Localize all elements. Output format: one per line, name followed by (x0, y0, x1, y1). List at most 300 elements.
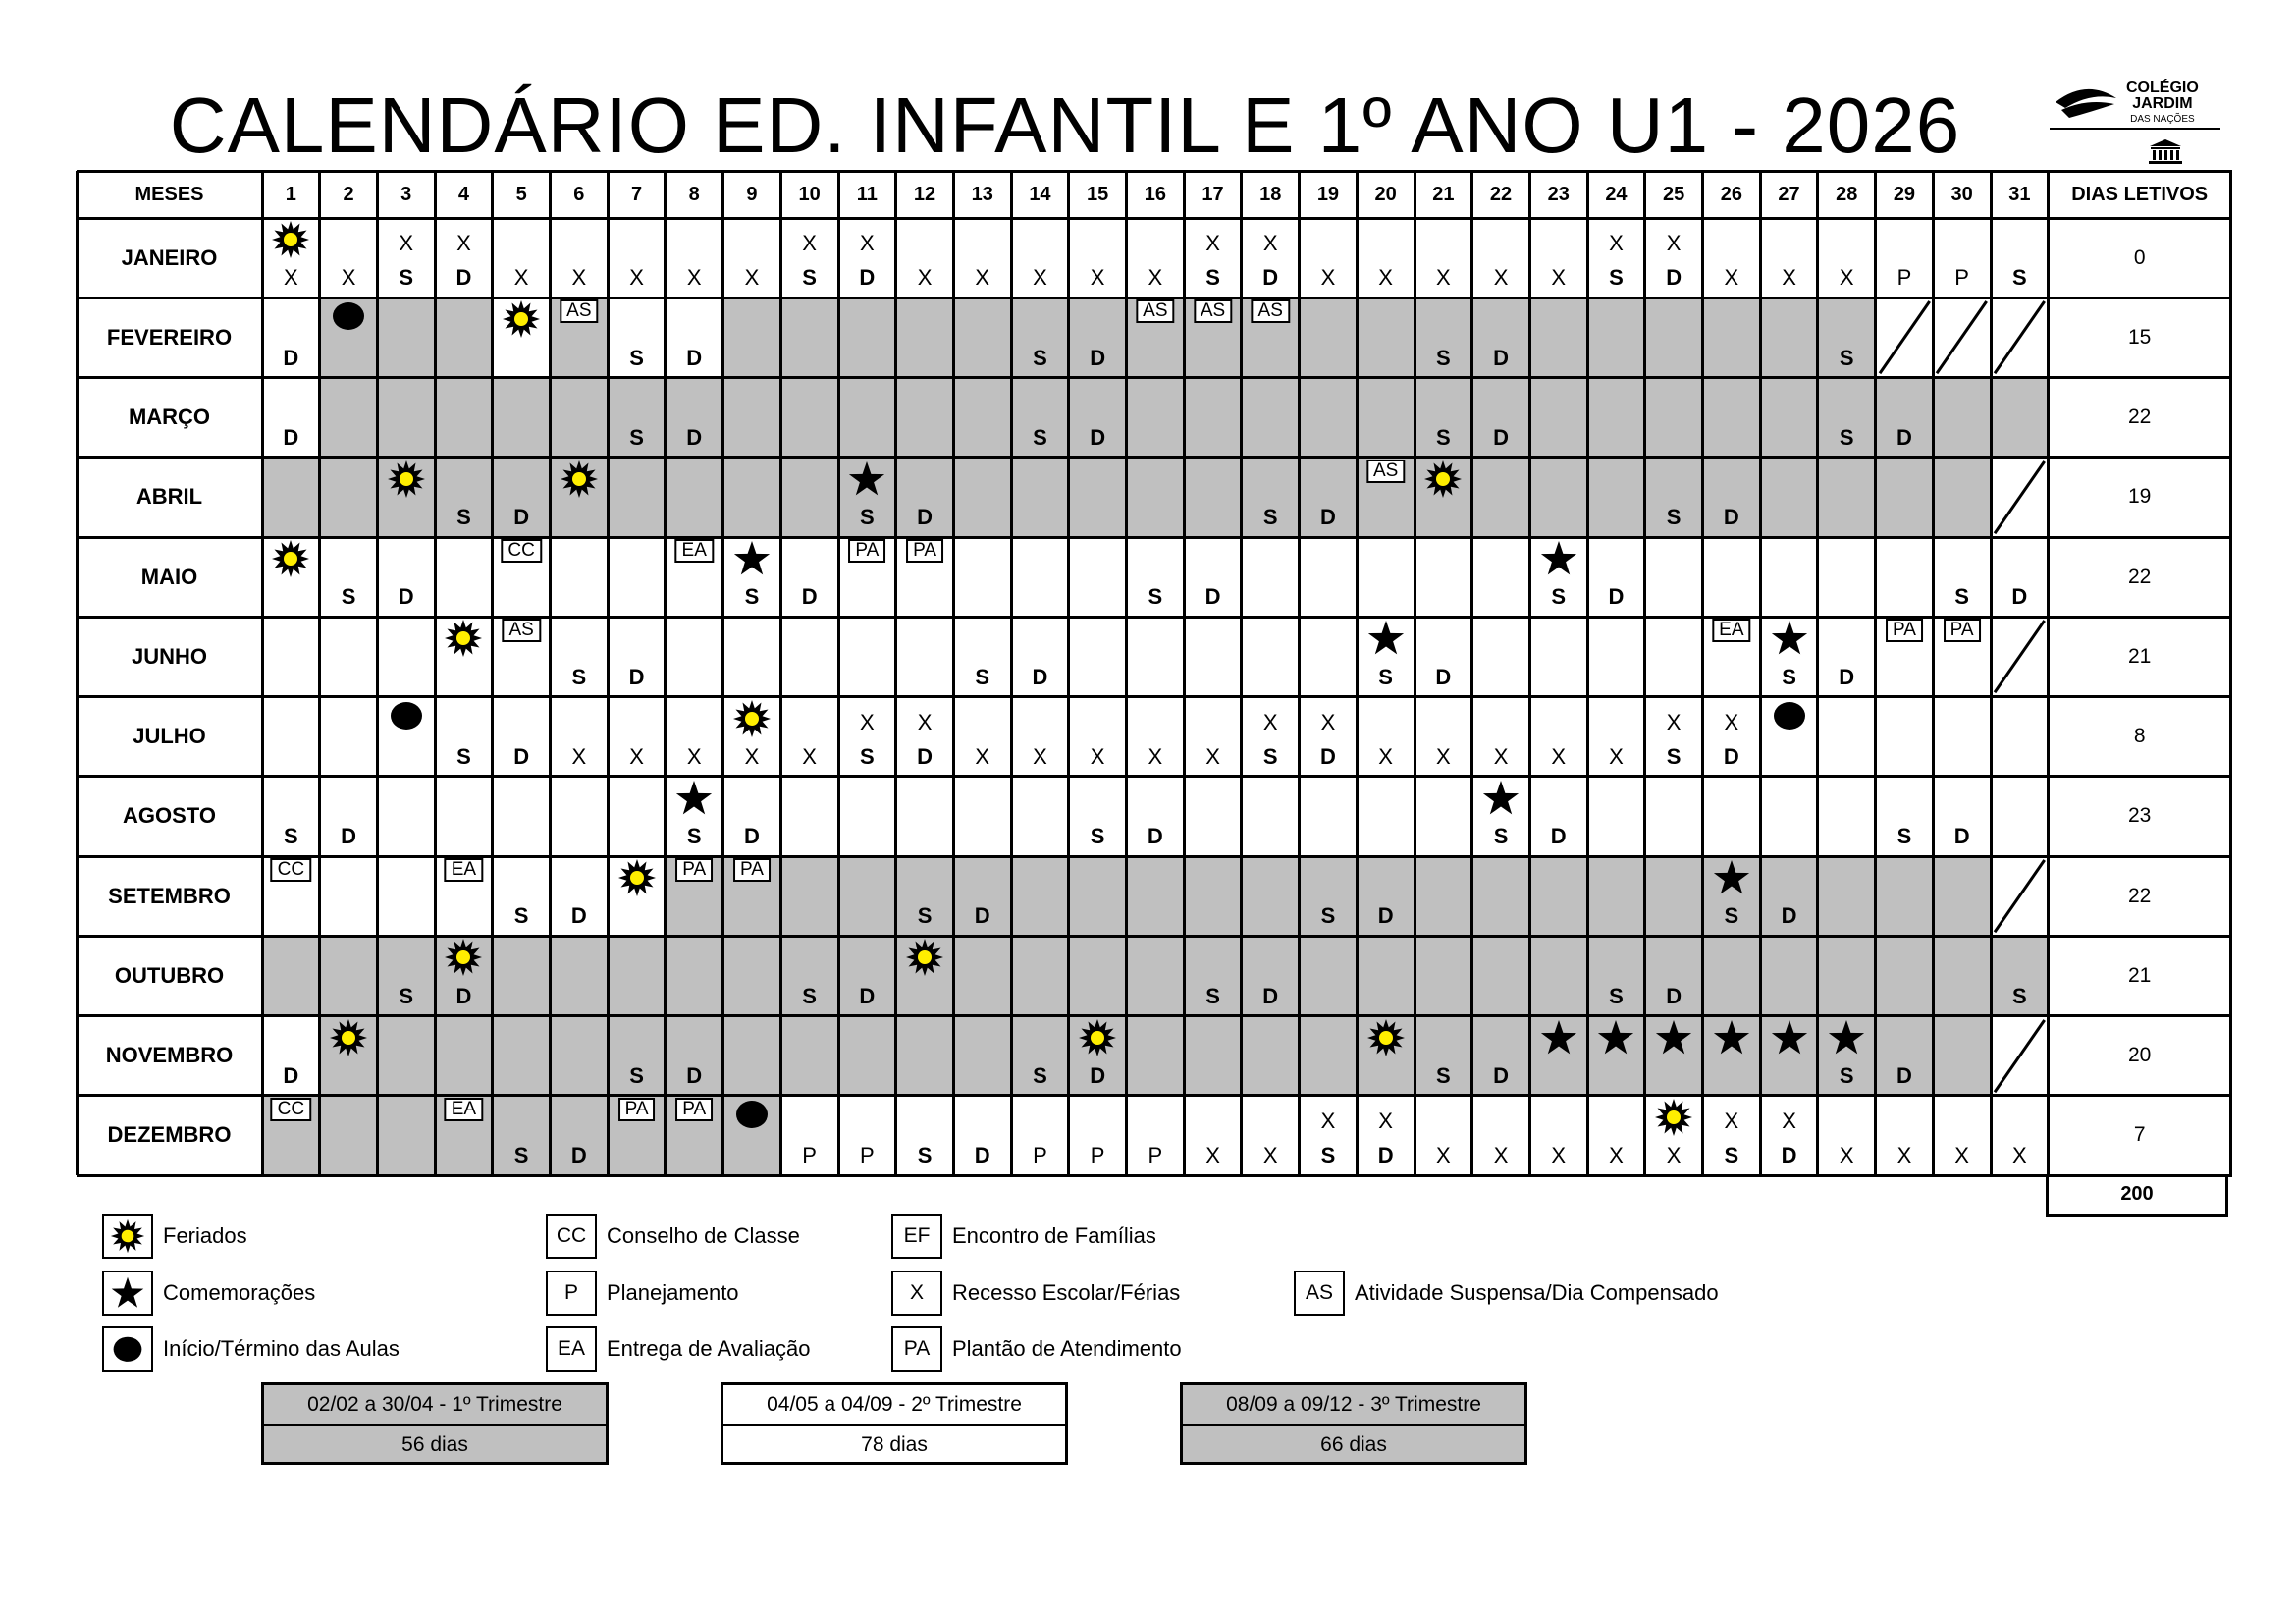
day-cell (1760, 697, 1818, 777)
cell-day-mark: S (2012, 983, 2027, 1008)
circle-icon (329, 299, 368, 338)
cell-day-mark: X (341, 265, 356, 291)
day-cell (1300, 218, 1358, 298)
day-cell (608, 617, 666, 696)
star-icon (1827, 1018, 1866, 1062)
day-cell (1587, 1016, 1645, 1096)
day-cell (551, 458, 609, 537)
day-cell (1760, 298, 1818, 377)
dias-letivos-value: 22 (2128, 406, 2152, 429)
day-cell (1876, 856, 1934, 936)
cell-day-mark: D (398, 584, 414, 610)
cell-day-mark: D (686, 345, 703, 370)
day-cell (780, 777, 838, 856)
day-cell (953, 856, 1011, 936)
cell-top-mark: X (1320, 709, 1336, 734)
grid-line (1816, 171, 1819, 1175)
legend-label: Recesso Escolar/Férias (952, 1280, 1181, 1305)
feriado-icon (560, 460, 599, 504)
day-cell (1876, 617, 1934, 696)
day-cell (723, 936, 781, 1015)
day-cell (1184, 378, 1242, 458)
day-cell (1011, 1016, 1069, 1096)
cell-day-mark: D (1666, 983, 1682, 1008)
day-cell (435, 936, 493, 1015)
header-day: 17 (1201, 183, 1224, 205)
day-cell (1127, 537, 1185, 617)
cell-day-mark: S (1609, 265, 1624, 291)
legend-label: Início/Término das Aulas (163, 1336, 400, 1361)
cell-day-mark: S (802, 983, 817, 1008)
day-cell (1184, 697, 1242, 777)
event-code-box: PA (675, 1098, 713, 1121)
grid-line (1586, 171, 1589, 1175)
day-cell (1703, 378, 1761, 458)
day-cell (1415, 1016, 1472, 1096)
day-cell (1069, 777, 1127, 856)
header-day: 13 (971, 183, 993, 205)
day-cell (1933, 777, 1991, 856)
day-cell (896, 218, 954, 298)
day-cell (551, 697, 609, 777)
day-cell (1818, 218, 1876, 298)
cell-day-mark: D (1377, 903, 1394, 929)
grid-line (1528, 171, 1531, 1175)
day-cell (551, 1096, 609, 1175)
day-cell (435, 378, 493, 458)
feriado-icon (617, 858, 657, 902)
cell-day-mark: S (1724, 1143, 1739, 1167)
day-cell (953, 777, 1011, 856)
cell-day-mark: X (1436, 1143, 1451, 1167)
feriado-icon (732, 699, 772, 743)
day-cell (1242, 298, 1300, 377)
day-cell (1933, 617, 1991, 696)
cell-day-mark: S (686, 824, 702, 848)
event-code-box: EA (445, 858, 483, 882)
day-cell (838, 697, 896, 777)
day-cell (1184, 936, 1242, 1015)
legend-code-box: CC (546, 1214, 597, 1259)
cell-day-mark: D (801, 584, 818, 610)
star-icon (1770, 619, 1809, 663)
cell-day-mark: S (1839, 424, 1854, 450)
cell-day-mark: D (1781, 903, 1797, 929)
day-cell (1703, 458, 1761, 537)
day-cell (1357, 218, 1415, 298)
header-day: 30 (1950, 183, 1973, 205)
day-cell (608, 298, 666, 377)
day-cell (1991, 856, 2049, 936)
day-cell (1818, 777, 1876, 856)
header-day: 26 (1720, 183, 1742, 205)
grid-line (607, 171, 610, 1175)
day-cell (1703, 856, 1761, 936)
day-cell (896, 936, 954, 1015)
cell-day-mark: X (917, 265, 933, 291)
day-cell (1703, 697, 1761, 777)
month-name: SETEMBRO (108, 883, 231, 908)
cell-day-mark: X (1839, 1143, 1854, 1167)
feriado-icon (905, 938, 944, 982)
day-cell (666, 1096, 723, 1175)
cell-top-mark: X (1782, 1108, 1796, 1133)
day-cell (1300, 378, 1358, 458)
day-cell (1587, 1096, 1645, 1175)
day-cell (1876, 936, 1934, 1015)
day-cell (1415, 458, 1472, 537)
day-cell (1991, 1096, 2049, 1175)
grid-line (779, 171, 782, 1175)
cell-day-mark: P (860, 1143, 875, 1167)
feriado-icon (271, 220, 310, 264)
day-cell (1703, 1016, 1761, 1096)
day-cell (377, 458, 435, 537)
cell-day-mark: D (1147, 824, 1163, 848)
day-cell (1587, 617, 1645, 696)
logo-underline (2050, 128, 2220, 130)
cell-day-mark: P (1033, 1143, 1047, 1167)
day-cell (320, 378, 378, 458)
day-cell (1472, 298, 1530, 377)
legend-label: Conselho de Classe (607, 1223, 800, 1248)
legend-label: Comemorações (163, 1280, 316, 1305)
day-cell (1300, 777, 1358, 856)
cell-day-mark: P (1148, 1143, 1163, 1167)
cell-day-mark: D (1666, 265, 1682, 291)
trimester-box (1180, 1382, 1527, 1465)
star-icon (1366, 619, 1406, 663)
grid-line (77, 297, 2232, 299)
day-cell (1415, 936, 1472, 1015)
cell-day-mark: S (571, 664, 587, 689)
day-cell (1760, 378, 1818, 458)
cell-day-mark: X (1320, 265, 1336, 291)
day-cell (1069, 378, 1127, 458)
day-cell (1415, 856, 1472, 936)
header-day: 24 (1605, 183, 1628, 205)
day-cell (1876, 537, 1934, 617)
month-name: AGOSTO (123, 803, 216, 829)
day-cell (1300, 617, 1358, 696)
feriado-icon (444, 619, 483, 663)
day-cell (1818, 537, 1876, 617)
cell-day-mark: X (1205, 1143, 1220, 1167)
day-cell (493, 617, 551, 696)
day-cell (838, 777, 896, 856)
day-cell (1415, 298, 1472, 377)
cell-top-mark: X (1609, 231, 1624, 255)
day-cell (1472, 458, 1530, 537)
day-cell (493, 777, 551, 856)
day-cell (838, 856, 896, 936)
day-cell (1703, 218, 1761, 298)
day-cell (1242, 617, 1300, 696)
grid-line (77, 456, 2232, 459)
circle-icon (387, 699, 426, 737)
day-cell (1011, 458, 1069, 537)
legend-label: Planejamento (607, 1280, 739, 1305)
cell-day-mark: X (1609, 743, 1624, 769)
cell-day-mark: S (1148, 584, 1163, 610)
cell-day-mark: D (570, 1143, 587, 1167)
grid-line (77, 536, 2232, 539)
day-cell (377, 218, 435, 298)
day-cell (262, 1016, 320, 1096)
day-cell (1472, 697, 1530, 777)
trimester-period: 02/02 a 30/04 - 1º Trimestre (264, 1385, 606, 1426)
day-cell (1415, 617, 1472, 696)
day-cell (1472, 617, 1530, 696)
dias-letivos-value: 20 (2128, 1044, 2152, 1067)
star-icon (732, 539, 772, 583)
cell-day-mark: P (1954, 265, 1969, 291)
day-cell (1818, 617, 1876, 696)
cell-day-mark: D (859, 983, 876, 1008)
header-dias-letivos: DIAS LETIVOS (2071, 183, 2209, 205)
grid-line (1414, 171, 1416, 1175)
cell-day-mark: S (1782, 664, 1796, 689)
header-day: 7 (630, 183, 643, 205)
feriado-icon (1366, 1018, 1406, 1062)
cell-day-mark: X (1436, 265, 1451, 291)
cell-top-mark: X (399, 231, 414, 255)
day-cell (1933, 1016, 1991, 1096)
day-cell (608, 458, 666, 537)
calendar-table (77, 171, 2228, 1175)
day-cell (608, 537, 666, 617)
cell-day-mark: D (283, 424, 299, 450)
header-day: 4 (457, 183, 469, 205)
cell-day-mark: S (456, 743, 471, 769)
day-cell (262, 537, 320, 617)
day-cell (1529, 298, 1587, 377)
day-cell (1529, 218, 1587, 298)
day-cell (1703, 617, 1761, 696)
day-cell (780, 218, 838, 298)
grid-line (76, 171, 79, 1175)
day-cell (320, 537, 378, 617)
day-cell (608, 378, 666, 458)
day-cell (377, 537, 435, 617)
dias-letivos-value: 22 (2128, 565, 2152, 588)
day-cell (377, 378, 435, 458)
day-cell (1933, 218, 1991, 298)
day-cell (1357, 936, 1415, 1015)
legend-label: Atividade Suspensa/Dia Compensado (1355, 1280, 1719, 1305)
day-cell (1184, 777, 1242, 856)
legend-feriado-icon (102, 1214, 153, 1259)
grid-line (77, 217, 2232, 220)
day-cell (551, 936, 609, 1015)
day-cell (1242, 458, 1300, 537)
school-logo (2050, 79, 2222, 173)
day-cell (666, 298, 723, 377)
day-cell (608, 856, 666, 936)
day-cell (1933, 537, 1991, 617)
month-name: JANEIRO (121, 244, 218, 270)
cell-day-mark: X (629, 265, 644, 291)
day-cell (1069, 936, 1127, 1015)
day-cell (1529, 697, 1587, 777)
day-cell (838, 298, 896, 377)
day-cell (1127, 378, 1185, 458)
day-cell (1357, 537, 1415, 617)
day-cell (551, 537, 609, 617)
day-cell (1069, 1096, 1127, 1175)
day-cell (1069, 856, 1127, 936)
total-dias-letivos: 200 (2046, 1175, 2228, 1217)
cell-day-mark: D (1090, 424, 1106, 450)
dias-letivos-value: 8 (2133, 725, 2146, 748)
day-cell (1069, 1016, 1127, 1096)
day-cell (262, 458, 320, 537)
day-cell (723, 617, 781, 696)
day-cell (896, 1016, 954, 1096)
cell-day-mark: D (1032, 664, 1048, 689)
day-cell (1300, 458, 1358, 537)
day-cell (1357, 458, 1415, 537)
slash-mark (1933, 298, 1991, 377)
event-code-box: AS (560, 299, 598, 323)
day-cell (1300, 298, 1358, 377)
grid-line (491, 171, 494, 1175)
day-cell (435, 537, 493, 617)
cell-day-mark: D (686, 1062, 703, 1088)
cell-day-mark: S (2012, 265, 2027, 291)
dias-letivos-value: 23 (2128, 804, 2152, 828)
day-cell (953, 458, 1011, 537)
cell-day-mark: S (1262, 743, 1278, 769)
cell-day-mark: D (1723, 743, 1739, 769)
header-day: 3 (400, 183, 412, 205)
day-cell (320, 1096, 378, 1175)
header-day: 8 (688, 183, 700, 205)
cell-day-mark: S (802, 265, 817, 291)
day-cell (320, 298, 378, 377)
day-cell (1242, 218, 1300, 298)
star-icon (1539, 539, 1578, 583)
day-cell (1415, 537, 1472, 617)
day-cell (1242, 378, 1300, 458)
slash-mark (1991, 1016, 2049, 1096)
day-cell (1876, 218, 1934, 298)
day-cell (780, 617, 838, 696)
day-cell (1184, 617, 1242, 696)
day-cell (493, 697, 551, 777)
day-cell (1818, 697, 1876, 777)
cell-day-mark: D (859, 265, 876, 291)
day-cell (1587, 697, 1645, 777)
day-cell (723, 537, 781, 617)
cell-day-mark: D (1377, 1143, 1394, 1167)
star-icon (1539, 1018, 1578, 1062)
cell-day-mark: X (802, 743, 817, 769)
day-cell (780, 936, 838, 1015)
day-cell (953, 617, 1011, 696)
grid-line (1298, 171, 1301, 1175)
cell-day-mark: X (1724, 265, 1739, 291)
day-cell (1529, 617, 1587, 696)
cell-day-mark: X (1033, 265, 1047, 291)
day-cell (1069, 458, 1127, 537)
star-icon (1654, 1018, 1693, 1062)
header-day: 6 (573, 183, 585, 205)
month-name: FEVEREIRO (106, 324, 233, 350)
day-cell (1357, 1016, 1415, 1096)
cell-day-mark: D (1204, 584, 1221, 610)
day-cell (608, 697, 666, 777)
day-cell (838, 537, 896, 617)
month-name: OUTUBRO (114, 962, 225, 988)
day-cell (1645, 378, 1703, 458)
day-cell (1300, 1096, 1358, 1175)
cell-day-mark: S (399, 983, 414, 1008)
day-cell (493, 378, 551, 458)
cell-top-mark: X (1666, 709, 1682, 734)
cell-day-mark: S (1954, 584, 1969, 610)
cell-top-mark: X (1262, 709, 1278, 734)
dias-letivos-value: 21 (2128, 644, 2152, 668)
cell-day-mark: X (975, 265, 990, 291)
header-day: 23 (1547, 183, 1570, 205)
day-cell (493, 218, 551, 298)
day-cell (551, 218, 609, 298)
day-cell (377, 856, 435, 936)
cell-day-mark: D (1319, 743, 1336, 769)
header-day: 27 (1778, 183, 1800, 205)
day-cell (1760, 537, 1818, 617)
grid-line (664, 171, 667, 1175)
day-cell (723, 218, 781, 298)
month-name: MARÇO (128, 405, 211, 430)
cell-day-mark: S (399, 265, 414, 291)
cell-day-mark: S (860, 505, 875, 529)
cell-day-mark: D (1953, 824, 1970, 848)
star-icon (1712, 858, 1751, 902)
grid-line (894, 171, 897, 1175)
cell-day-mark: X (1436, 743, 1451, 769)
day-cell (1587, 218, 1645, 298)
day-cell (1760, 777, 1818, 856)
day-cell (1760, 936, 1818, 1015)
day-cell (780, 856, 838, 936)
day-cell (1472, 1096, 1530, 1175)
cell-day-mark: X (571, 265, 587, 291)
day-cell (1587, 458, 1645, 537)
cell-day-mark: X (1090, 265, 1105, 291)
cell-day-mark: S (1551, 584, 1567, 610)
day-cell (1069, 218, 1127, 298)
day-cell (1011, 936, 1069, 1015)
day-cell (1242, 697, 1300, 777)
day-cell (666, 936, 723, 1015)
cell-day-mark: X (1666, 1143, 1682, 1167)
day-cell (1242, 856, 1300, 936)
day-cell (1529, 537, 1587, 617)
trimester-days: 56 dias (401, 1433, 468, 1456)
slash-mark (1991, 298, 2049, 377)
day-cell (1587, 936, 1645, 1015)
cell-day-mark: X (1205, 743, 1220, 769)
cell-day-mark: D (1319, 505, 1336, 529)
day-cell (1011, 218, 1069, 298)
day-cell (953, 936, 1011, 1015)
cell-day-mark: S (513, 1143, 529, 1167)
day-cell (1127, 218, 1185, 298)
cell-day-mark: D (1608, 584, 1625, 610)
day-cell (1357, 378, 1415, 458)
